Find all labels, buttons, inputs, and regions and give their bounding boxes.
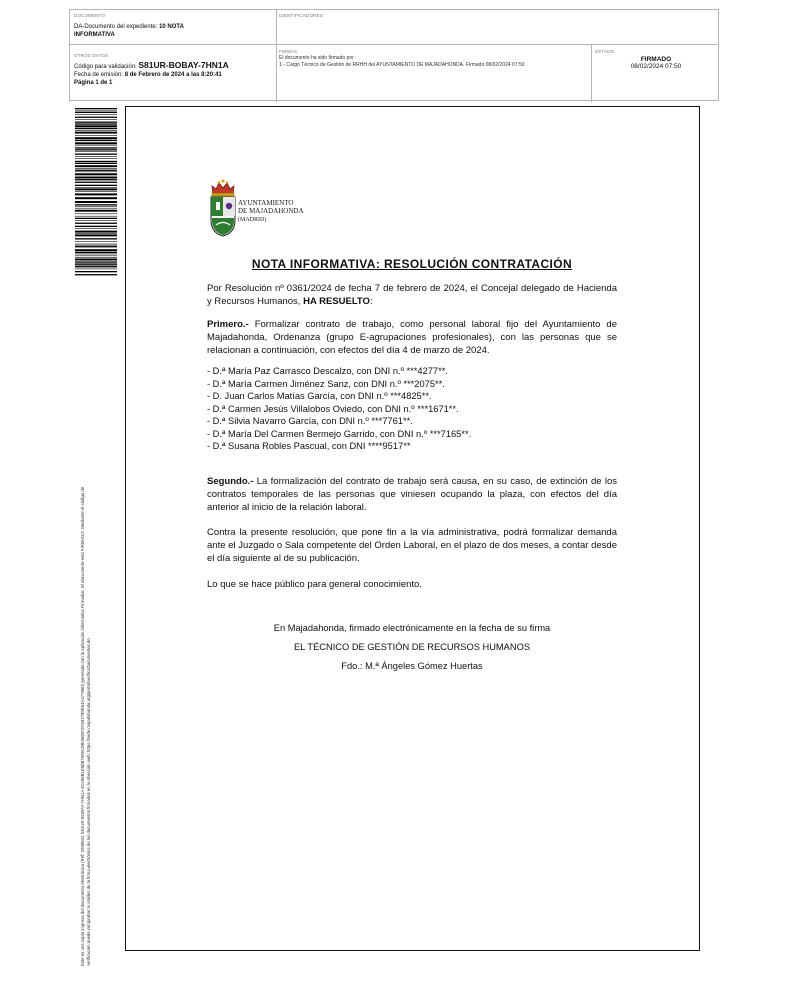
list-item: - D.ª Carmen Jesús Villalobos Oviedo, con DNI n.º ***1671**. — [207, 403, 459, 414]
coat-of-arms-icon — [207, 178, 239, 238]
list-item: - D.ª María Carmen Jiménez Sanz, con DNI n.º ***2075**. — [207, 378, 445, 389]
side-text-line1: Este es una copia impresa del documento electrónico (Ref: 2990631 S81UR-BOBAY-7HN1A 82A88B1E50B7965C0B26B3F2F2B1789E54A477860) generada con la aplicación informática Firmadoc. El documento está FIRMADO. Mediante el código de — [80, 486, 85, 966]
personas-list — [207, 365, 617, 453]
fecha-emision: 8 de Febrero de 2024 a las 8:20:41 — [124, 72, 222, 78]
identificadores-label: IDENTIFICADORES — [279, 13, 324, 18]
codigo-label: Código para validación: — [74, 64, 139, 70]
firmas-line2: 1.- Cargo Técnico de Gestión de RRHH del AYUNTAMIENTO DE MAJADAHONDA. Firmado 08/02/2024 07:50 — [279, 61, 525, 68]
identificadores-cell — [279, 13, 323, 18]
intro-paragraph — [207, 282, 617, 308]
list-item: - D.ª Silvia Navarro García, con DNI n.º ***7761**. — [207, 416, 413, 426]
logo-line2: DE MAJADAHONDA — [238, 207, 304, 216]
barcode-image — [75, 108, 117, 276]
estado-value: FIRMADO — [640, 56, 672, 63]
documento-prefix: DA-Documento del expediente: — [74, 24, 160, 30]
documento-label: DOCUMENTO — [74, 13, 106, 18]
primero-paragraph — [207, 318, 617, 358]
segundo-paragraph — [207, 475, 617, 515]
firma-line1: En Majadahonda, firmado electrónicamente en la fecha de su firma — [273, 623, 551, 633]
codigo-validacion[interactable]: S81UR-BOBAY-7HN1A — [138, 60, 229, 70]
documento-value-2: INFORMATIVA — [74, 32, 115, 38]
pagina: Página 1 de 1 — [74, 80, 113, 86]
primero-text: Formalizar contrato de trabajo, como personal laboral fijo del Ayuntamiento de Majadahonda, Ordenanza (grupo E-agrupaciones profesionales), con las personas que se relacionan a continuación, con efectos del día 4 de marzo de 2024. — [207, 319, 617, 357]
list-item: - D.ª María Paz Carrasco Descalzo, con DNI n.º ***4277**. — [207, 366, 448, 376]
logo-line3: (MADRID) — [238, 216, 267, 223]
segundo-label: Segundo.- — [207, 476, 254, 487]
intro-end: : — [369, 296, 373, 308]
document-header — [69, 9, 719, 101]
documento-cell — [74, 13, 274, 39]
documento-value: 10 NOTA — [159, 24, 184, 30]
list-item: - D.ª Susana Robles Pascual, con DNI ****9517** — [207, 441, 411, 451]
estado-date: 08/02/2024 07:50 — [630, 63, 682, 70]
intro-bold: HA RESUELTO — [303, 296, 370, 308]
firmas-line1: El documento ha sido firmado por : — [279, 55, 357, 61]
intro-text: Por Resolución nº 0361/2024 de fecha 7 de febrero de 2024, el Concejal delegado de Hacienda y Recursos Humanos, — [207, 283, 617, 308]
estado-label: ESTADO — [595, 49, 615, 54]
firma-line2: EL TÉCNICO DE GESTIÓN DE RECURSOS HUMANOS — [293, 642, 531, 652]
firmas-cell — [279, 49, 589, 68]
document-title: NOTA INFORMATIVA: RESOLUCIÓN CONTRATACIÓN — [251, 257, 573, 271]
list-item: - D.ª María Del Carmen Bermejo Garrido, con DNI n.º ***7165**. — [207, 428, 472, 439]
firma-line3: Fdo.: M.ª Ángeles Gómez Huertas — [341, 661, 483, 671]
publico-paragraph: Lo que se hace público para general conocimiento. — [207, 579, 422, 590]
verification-side-text — [80, 306, 91, 966]
municipality-name — [238, 199, 304, 224]
estado-cell — [595, 49, 717, 70]
fecha-label: Fecha de emisión: — [74, 72, 125, 78]
list-item: - D. Juan Carlos Matías García, con DNI n.º ***4825**. — [207, 391, 432, 401]
otros-datos-cell — [74, 53, 274, 87]
primero-label: Primero.- — [207, 319, 249, 330]
firmas-label: FIRMAS — [279, 49, 298, 54]
segundo-text: La formalización del contrato de trabajo será causa, en su caso, de extinción de los contratos temporales de las personas que viniesen ocupando la plaza, con efectos del día anterior al inicio de la relación laboral. — [207, 476, 617, 514]
recurso-paragraph: Contra la presente resolución, que pone fin a la vía administrativa, podrá formalizar demanda ante el Juzgado o Sala competente del Orden Laboral, en el plazo de dos meses, a contar desde el día siguiente al de su publicación. — [207, 527, 617, 565]
logo-line1: AYUNTAMIENTO — [238, 199, 294, 207]
side-text-line2: verificación puede comprobar la validez de la firma electrónica de los documentos firmados en la dirección web: https://sede.majadahonda.org/portal/verificaDocumentos.do — [85, 638, 91, 966]
otros-datos-label: OTROS DATOS — [74, 53, 109, 58]
